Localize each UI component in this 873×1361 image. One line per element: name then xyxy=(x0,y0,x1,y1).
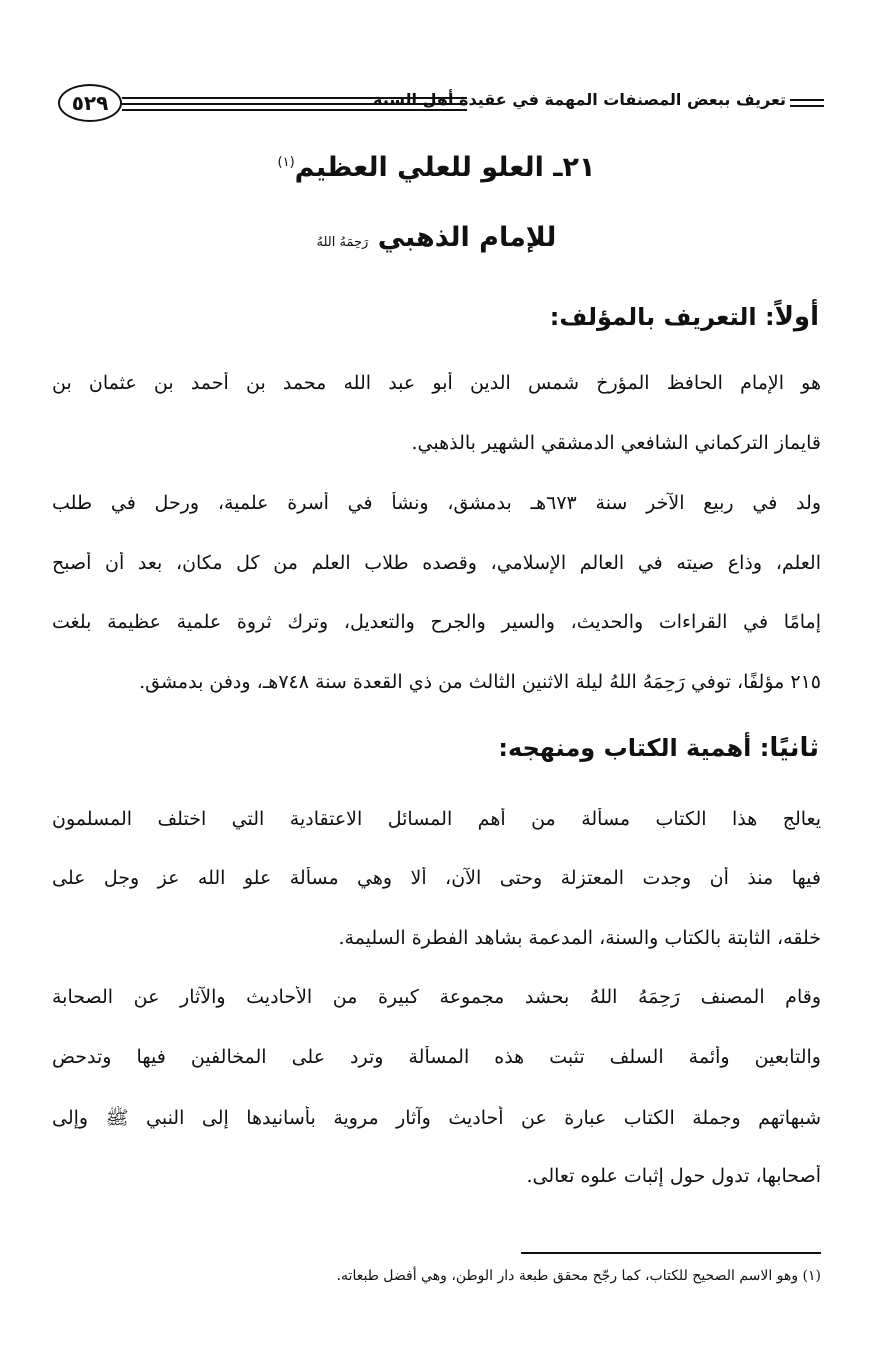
body-line: قايماز التركماني الشافعي الدمشقي الشهير بالذهبي. xyxy=(411,432,821,454)
section-heading-rest: : أهمية الكتاب ومنهجه: xyxy=(498,734,770,762)
body-line: ولد في ربيع الآخر سنة ٦٧٣هـ بدمشق، ونشأ في أسرة علمية، ورحل في طلب xyxy=(52,492,821,514)
body-line: العلم، وذاع صيته في العالم الإسلامي، وقصده طلاب العلم من كل مكان، بعد أن أصبح xyxy=(52,552,821,574)
body-line: أصحابها، تدول حول إثبات علوه تعالى. xyxy=(526,1165,821,1187)
footnote: (١) وهو الاسم الصحيح للكتاب، كما رجّح محقق طبعة دار الوطن، وهي أفضل طبعاته. xyxy=(336,1268,821,1284)
body-line: والتابعين وأئمة السلف تثبت هذه المسألة وترد على المخالفين فيها وتدحض xyxy=(52,1046,821,1068)
header-rule xyxy=(122,109,467,111)
page-number: ٥٢٩ xyxy=(58,84,122,122)
section-heading-lead: ثانيًا xyxy=(769,733,819,763)
body-line: ٢١٥ مؤلفًا، توفي رَحِمَهُ اللهُ ليلة الاثنين الثالث من ذي القعدة سنة ٧٤٨هـ، ودفن بدمشق. xyxy=(139,671,821,693)
body-line: يعالج هذا الكتاب مسألة من أهم المسائل الاعتقادية التي اختلف المسلمون xyxy=(52,808,821,830)
author-line: للإمام الذهبي xyxy=(377,222,557,253)
book-title xyxy=(60,152,813,183)
footnote-rule xyxy=(521,1252,821,1254)
body-line: فيها منذ أن وجدت المعتزلة وحتى الآن، ألا وهي مسألة علو الله عز وجل على xyxy=(52,867,821,889)
page-header xyxy=(58,82,824,126)
body-line: إمامًا في القراءات والحديث، والسير والجرح والتعديل، وترك ثروة علمية عظيمة بلغت xyxy=(52,611,821,633)
section-heading-book xyxy=(54,733,819,763)
honorific: رَحِمَهُ اللهُ xyxy=(316,235,369,250)
header-dash xyxy=(790,99,824,101)
book-title-text: ٢١ـ العلو للعلي العظيم xyxy=(294,152,596,183)
body-line: هو الإمام الحافظ المؤرخ شمس الدين أبو عبد الله محمد بن أحمد بن عثمان بن xyxy=(52,372,821,394)
body-line: شبهاتهم وجملة الكتاب عبارة عن أحاديث وآثار مروية بأسانيدها إلى النبي ﷺ وإلى xyxy=(52,1107,821,1129)
body-line: خلقه، الثابتة بالكتاب والسنة، المدعمة بشاهد الفطرة السليمة. xyxy=(338,927,821,949)
header-dash xyxy=(790,105,824,107)
section-heading-author xyxy=(54,302,819,332)
running-title: تعريف ببعض المصنفات المهمة في عقيدة أهل السنة xyxy=(373,90,786,109)
section-heading-rest: : التعريف بالمؤلف: xyxy=(549,303,775,331)
body-line: وقام المصنف رَحِمَهُ اللهُ بحشد مجموعة كبيرة من الأحاديث والآثار عن الصحابة xyxy=(52,986,821,1008)
footnote-marker: (١) xyxy=(277,155,295,170)
author-title xyxy=(60,222,813,253)
section-heading-lead: أولاً xyxy=(774,302,819,332)
